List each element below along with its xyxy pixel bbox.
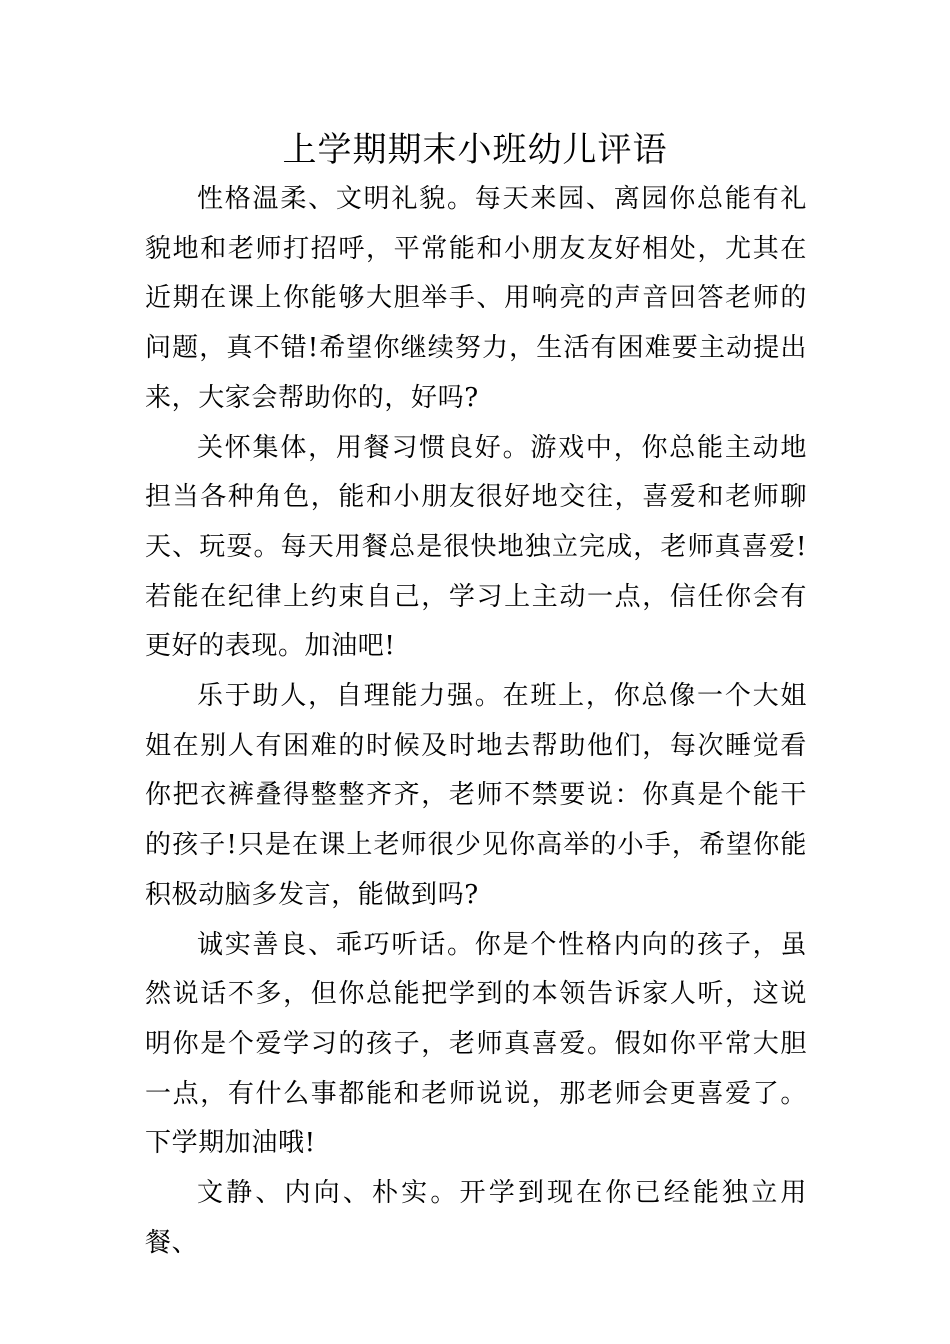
comment-paragraph-1: 性格温柔、文明礼貌。每天来园、离园你总能有礼貌地和老师打招呼，平常能和小朋友友好相处，尤其在近期在课上你能够大胆举手、用响亮的声音回答老师的问题，真不错!希望你继续努力，生活有困难要主动提出来，大家会帮助你的，好吗? — [145, 184, 807, 413]
document-title: 上学期期末小班幼儿评语 — [282, 130, 668, 170]
comment-paragraph-4: 诚实善良、乖巧听话。你是个性格内向的孩子，虽然说话不多，但你总能把学到的本领告诉家人听，这说明你是个爱学习的孩子，老师真喜爱。假如你平常大胆一点，有什么事都能和老师说说，那老师会更喜爱了。下学期加油哦! — [145, 929, 807, 1159]
document-body — [145, 175, 807, 1268]
comment-paragraph-3: 乐于助人，自理能力强。在班上，你总像一个大姐姐在别人有困难的时候及时地去帮助他们，每次睡觉看你把衣裤叠得整整齐齐，老师不禁要说：你真是个能干的孩子!只是在课上老师很少见你高举的小手，希望你能积极动脑多发言，能做到吗? — [145, 681, 807, 910]
comment-paragraph-2: 关怀集体，用餐习惯良好。游戏中，你总能主动地担当各种角色，能和小朋友很好地交往，喜爱和老师聊天、玩耍。每天用餐总是很快地独立完成，老师真喜爱!若能在纪律上约束自己，学习上主动一点，信任你会有更好的表现。加油吧! — [145, 432, 807, 662]
comment-paragraph-5: 文静、内向、朴实。开学到现在你已经能独立用餐、 — [145, 1178, 807, 1258]
